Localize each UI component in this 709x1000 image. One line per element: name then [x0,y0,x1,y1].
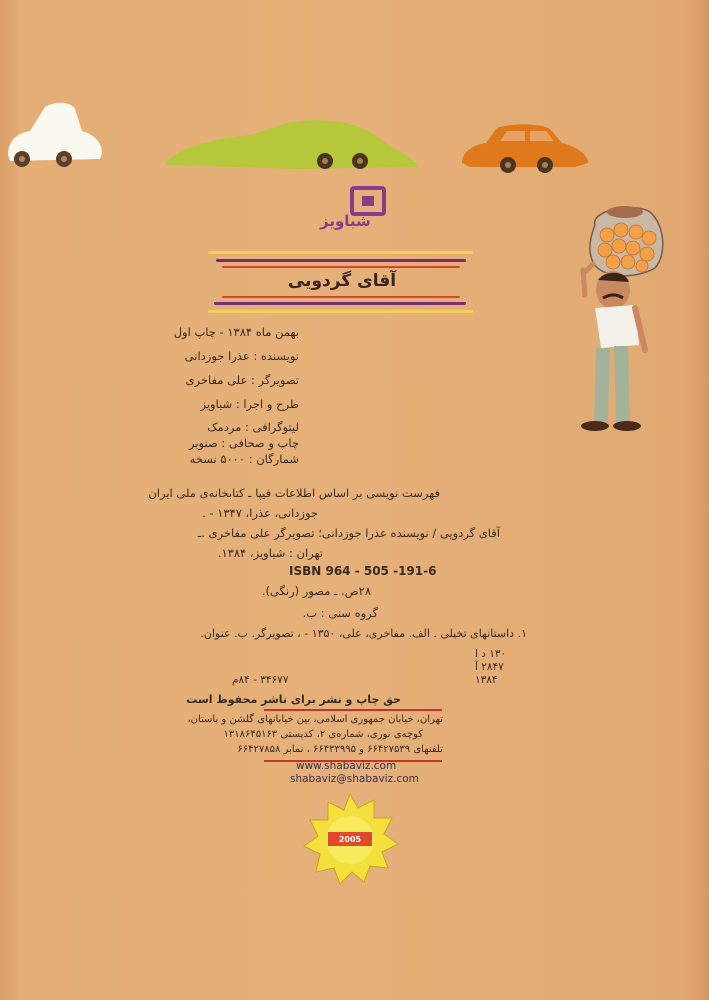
address-line-1: تهران، خیابان جمهوری اسلامی، بین خیابانهای گلشن و باستان، [187,714,443,725]
rule-top [264,709,442,711]
isbn: ISBN 964 - 505 -191-6 [289,564,437,578]
logo-text: شباویز [320,212,371,230]
email-link[interactable]: shabaviz@shabaviz.com [290,773,419,785]
award-seal-icon [298,792,402,888]
orange-car-icon [462,124,588,173]
seal-year: 2005 [338,835,362,844]
catalog-subjects: ۱. داستانهای تخیلی . الف. مفاخری، علی، ۱۳۵۰ - ، تصویرگر. ب. عنوان. [200,627,527,640]
call-number-3: ۱۳۸۴ [475,674,498,686]
catalog-header: فهرست نویسی بر اساس اطلاعات فیپا ـ کتابخانه‌ی ملی ایران [148,486,440,500]
credit-line: طرح و اجرا : شباویز [200,397,299,411]
catalog-age-group: گروه سنی : ب. [302,606,378,620]
catalog-title: آقای گردویی / نویسنده عذرا جوزدانی؛ تصویرگر علی مفاخری .ـ [197,526,500,540]
call-number-1: ۱۳۰ د ا [475,648,507,660]
book-title: آقای گردویی [287,271,397,291]
credit-line: نویسنده : عذرا جوزدانی [184,349,299,363]
address-line-2: کوچه‌ی نوری، شماره‌ی ۲، کدپستی ۱۳۱۸۶۴۵۱۶۳ [223,729,423,740]
white-car-icon [8,103,102,167]
call-number-2: ۲۸۴۷ آ [475,661,504,673]
credit-line: تصویرگر : علی مفاخری [185,373,299,387]
walnut-man-illustration [565,200,675,440]
website-link[interactable]: www.shabaviz.com [296,760,397,772]
phone-line: تلفنهای ۶۶۴۲۷۵۳۹ و ۶۶۴۳۳۹۹۵ ، نمابر ۶۶۴۲۷۸۵۸ [237,744,443,755]
national-number: ۳۴۶۷۷ - ۸۴م [232,674,289,686]
credit-line: لیتوگرافی : مردمک [207,420,299,434]
catalog-author: جوزدانی، عذرا، ۱۳۴۷ - . [202,506,318,520]
catalog-publisher: تهران : شباویز، ۱۳۸۴. [217,546,323,560]
credit-line: چاپ و صحافی : صنوبر [189,436,299,450]
green-car-icon [165,120,418,169]
credit-line: بهمن ماه ۱۳۸۴ - چاپ اول [173,325,299,339]
publisher-logo [320,186,380,236]
cars-illustration [0,95,600,185]
catalog-pages: ۲۸ص. ـ مصور (رنگی). [261,584,371,598]
credit-line: شمارگان : ۵۰۰۰ نسخه [189,452,299,466]
rights-notice: حق چاپ و نشر برای ناشر محفوظ است [186,693,401,706]
